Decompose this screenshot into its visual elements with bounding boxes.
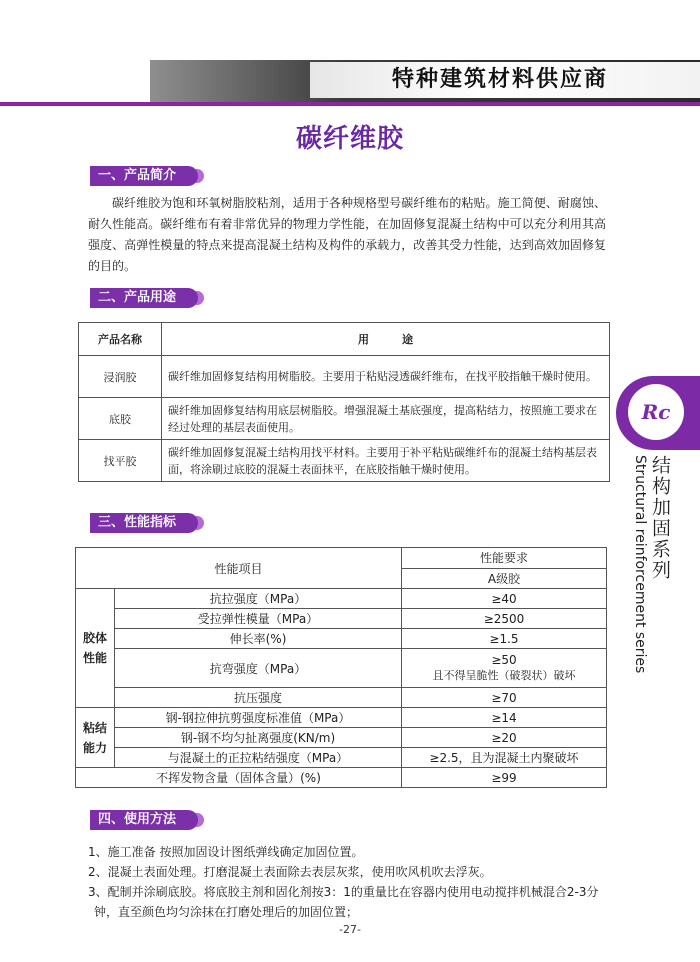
item-cell: 与混凝土的正拉粘结强度（MPa） [115, 748, 402, 768]
list-item: 2、混凝土表面处理。打磨混凝土表面除去表层灰浆，使用吹风机吹去浮灰。 [88, 865, 492, 879]
logo-text: Rc [641, 400, 671, 424]
series-label-en: Structural reinforcement series [632, 455, 648, 674]
req-note: 且不得呈脆性（破裂状）破坏 [432, 669, 576, 682]
section-performance-label: 三、性能指标 [90, 513, 198, 533]
req-cell: ≥99 [402, 768, 607, 788]
item-cell: 抗压强度 [115, 688, 402, 708]
header-divider [0, 102, 700, 106]
table-row [76, 768, 607, 788]
table-row [76, 629, 607, 649]
series-label-cn: 结构加固系列 [649, 455, 671, 581]
header-title: 特种建筑材料供应商 [391, 67, 608, 92]
table-header-row [76, 548, 607, 569]
product-name: 底胶 [79, 398, 162, 440]
item-cell: 抗弯强度（MPa） [115, 649, 402, 688]
product-usage: 碳纤维加固修复结构用树脂胶。主要用于粘贴浸透碳纤维布，在找平胶指触干燥时使用。 [162, 356, 610, 398]
group-label: 粘结能力 [76, 708, 115, 768]
item-cell: 不挥发物含量（固体含量）(%) [76, 768, 402, 788]
intro-paragraph: 碳纤维胶为饱和环氧树脂胶粘剂，适用于各种规格型号碳纤维布的粘贴。施工简便、耐腐蚀、耐久性能高。碳纤维布有着非常优异的物理力学性能，在加固修复混凝土结构中可以充分利用其高强度、高弹性模量的特点来提高混凝土结构及构件的承载力，改善其受力性能，达到高效加固修复的目的。 [88, 196, 606, 273]
section-usage-label: 二、产品用途 [90, 288, 198, 308]
table-row [76, 728, 607, 748]
item-cell: 伸长率(%) [115, 629, 402, 649]
section-intro-label: 一、产品简介 [90, 166, 198, 186]
req-cell: ≥2500 [402, 609, 607, 629]
list-item: 1、施工准备 按照加固设计图纸弹线确定加固位置。 [88, 845, 364, 859]
req-cell: ≥1.5 [402, 629, 607, 649]
page-title: 碳纤维胶 [295, 124, 404, 154]
item-cell: 钢-钢拉伸抗剪强度标准值（MPa） [115, 708, 402, 728]
section-method-label: 四、使用方法 [90, 810, 198, 830]
header-requirement: 性能要求 [402, 548, 607, 569]
req-cell: ≥70 [402, 688, 607, 708]
product-name: 找平胶 [79, 440, 162, 482]
req-cell: ≥2.5，且为混凝土内聚破坏 [402, 748, 607, 768]
table-row [76, 609, 607, 629]
table-row [76, 649, 607, 688]
req-cell: ≥40 [402, 589, 607, 609]
item-cell: 钢-钢不均匀扯离强度(KN/m) [115, 728, 402, 748]
item-cell: 抗拉强度（MPa） [115, 589, 402, 609]
table-row [76, 708, 607, 728]
list-item: 钟，直至颜色均匀涂抹在打磨处理后的加固位置； [94, 905, 359, 919]
req-cell: ≥14 [402, 708, 607, 728]
list-item: 3、配制并涂刷底胶。将底胶主剂和固化剂按3：1的重量比在容器内使用电动搅拌机械混合2-3分 [88, 885, 599, 899]
product-usage: 碳纤维加固修复混凝土结构用找平材料。主要用于补平粘贴碳维纤布的混凝土结构基层表面，将涂刷过底胶的混凝土表面抹平，在底胶指触干燥时使用。 [162, 440, 610, 482]
req-cell: ≥20 [402, 728, 607, 748]
page-number: -27- [339, 923, 361, 936]
product-usage: 碳纤维加固修复结构用底层树脂胶。增强混凝土基底强度，提高粘结力，按照施工要求在经过处理的基层表面使用。 [162, 398, 610, 440]
req-cell [402, 649, 607, 688]
method-steps [88, 842, 608, 922]
item-cell: 受拉弹性模量（MPa） [115, 609, 402, 629]
product-name: 浸润胶 [79, 356, 162, 398]
table-row [79, 398, 610, 440]
header-usage: 用 途 [162, 323, 610, 356]
table-row [76, 589, 607, 609]
header-item: 性能项目 [76, 548, 402, 589]
table-row [79, 356, 610, 398]
table-header-row [79, 323, 610, 356]
req-value: ≥50 [491, 653, 517, 667]
group-label: 胶体性能 [76, 589, 115, 708]
table-row [76, 688, 607, 708]
performance-table [75, 547, 607, 788]
header-grade: A级胶 [402, 568, 607, 589]
table-row [79, 440, 610, 482]
table-row [76, 748, 607, 768]
usage-table [78, 322, 610, 482]
header-product-name: 产品名称 [79, 323, 162, 356]
